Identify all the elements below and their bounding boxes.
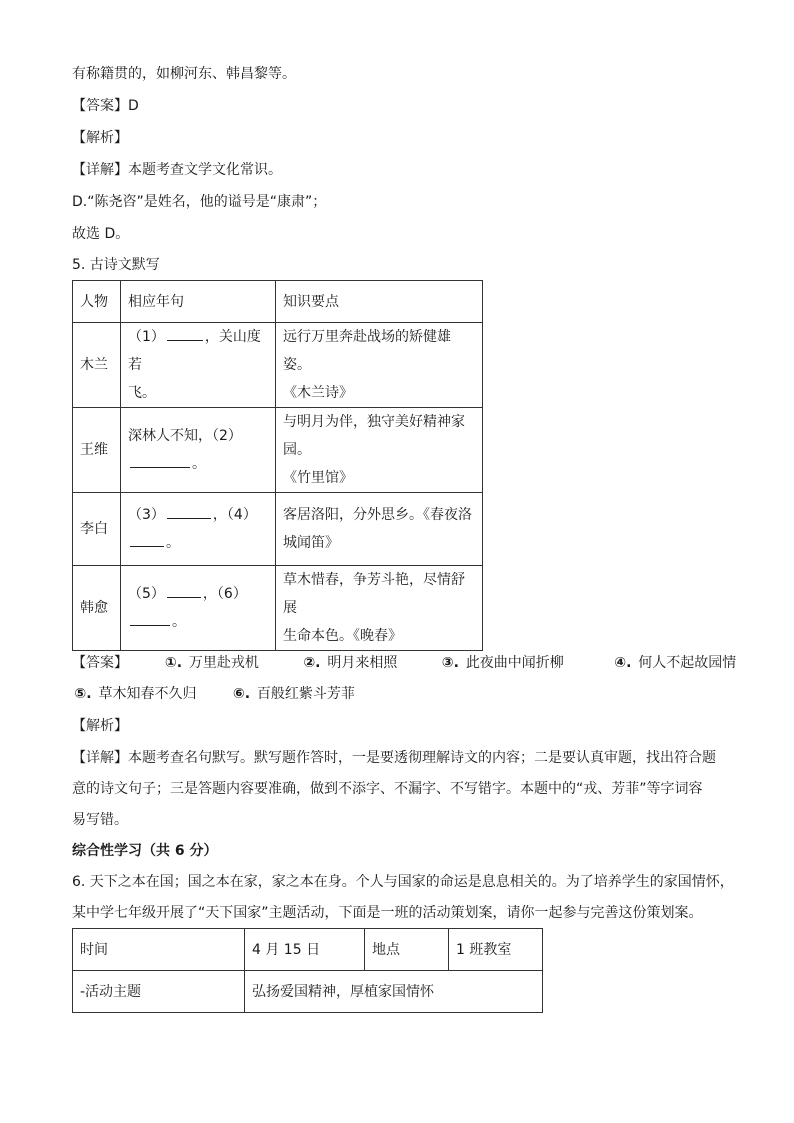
table-header-row (73, 281, 483, 323)
intro-tail-text: 有称籍贯的，如柳河东、韩昌黎等。 (72, 66, 296, 82)
note-cell: 远行万里奔赴战场的矫健雄姿。 《木兰诗》 (276, 323, 483, 408)
section-title: 综合性学习（共 6 分） (72, 843, 218, 859)
header-person: 人物 (73, 281, 121, 323)
detail-tag: 【详解】 (72, 750, 128, 766)
answer-item: ⑥. 百般红紫斗芳菲 (232, 686, 355, 702)
header-note: 知识要点 (276, 281, 483, 323)
q5-analysis-tag: 【解析】 (72, 718, 128, 734)
note-cell: 客居洛阳，分外思乡。《春夜洛 城闻笛》 (276, 493, 483, 566)
q5-answer-row-2 (72, 684, 355, 704)
verse-cell: （3） ，（4） 。 (121, 493, 276, 566)
time-value: 4 月 15 日 (245, 929, 365, 971)
note-cell: 草木惜春，争芳斗艳，尽情舒展 生命本色。《晚春》 (276, 566, 483, 651)
answer-blank-2[interactable] (130, 453, 190, 468)
verse-cell: （1） ，关山度若 飞。 (121, 323, 276, 408)
note-cell: 与明月为伴，独守美好精神家园。 《竹里馆》 (276, 408, 483, 493)
q4-answer-line (72, 96, 139, 116)
q4-explanation-line-1: D.“陈尧咨”是姓名，他的谥号是“康肃”； (72, 194, 327, 210)
verse-cell: （5） ，（6） 。 (121, 566, 276, 651)
answer-blank-1[interactable] (167, 326, 203, 341)
q4-detail-line (72, 160, 282, 180)
answer-blank-6[interactable] (130, 611, 170, 626)
table-row (73, 408, 483, 493)
detail-tag: 【详解】 (72, 162, 128, 178)
table-row (73, 971, 543, 1013)
q5-detail-line-2: 意的诗文句子；三是答题内容要准确，做到不添字、不漏字、不写错字。本题中的“戎、芳菲”等字词容 (72, 781, 703, 797)
time-label: 时间 (73, 929, 245, 971)
place-label: 地点 (365, 929, 449, 971)
theme-value: 弘扬爱国精神，厚植家国情怀 (245, 971, 543, 1013)
poetry-dictation-table (72, 280, 483, 651)
answer-blank-4[interactable] (130, 532, 164, 547)
q6-line-1: 6. 天下之本在国；国之本在家，家之本在身。个人与国家的命运是息息相关的。为了培养学生的家国情怀， (72, 874, 734, 890)
q5-title: 5. 古诗文默写 (72, 257, 160, 273)
person-cell: 李白 (73, 493, 121, 566)
person-cell: 木兰 (73, 323, 121, 408)
answer-item: ③. 此夜曲中闻折柳 (441, 655, 564, 671)
activity-plan-table (72, 928, 543, 1013)
answer-item: ①. 万里赴戎机 (164, 655, 259, 671)
answer-tag: 【答案】 (72, 655, 128, 671)
q4-analysis-tag: 【解析】 (72, 130, 128, 146)
q5-detail-line-3: 易写错。 (72, 812, 128, 828)
q5-answer-row-1 (72, 653, 736, 673)
verse-cell: 深林人不知，（2） 。 (121, 408, 276, 493)
person-cell: 王维 (73, 408, 121, 493)
q4-detail-text: 本题考查文学文化常识。 (128, 162, 282, 178)
table-row (73, 493, 483, 566)
person-cell: 韩愈 (73, 566, 121, 651)
answer-item: ④. 何人不起故园情 (614, 655, 737, 671)
q4-answer-value: D (128, 98, 139, 114)
answer-item: ②. 明月来相照 (303, 655, 398, 671)
table-row (73, 929, 543, 971)
answer-blank-5[interactable] (167, 583, 201, 598)
table-row (73, 566, 483, 651)
place-value: 1 班教室 (449, 929, 543, 971)
answer-item: ⑤. 草木知春不久归 (74, 686, 197, 702)
table-row (73, 323, 483, 408)
q6-line-2: 某中学七年级开展了“天下国家”主题活动，下面是一班的活动策划案，请你一起参与完善这份策划案。 (72, 905, 703, 921)
q4-explanation-line-2: 故选 D。 (72, 226, 130, 242)
theme-label: -活动主题 (73, 971, 245, 1013)
q5-detail-line-1: 【详解】本题考查名句默写。默写题作答时，一是要透彻理解诗文的内容；二是要认真审题，找出符合题 (72, 750, 716, 766)
answer-blank-3[interactable] (167, 504, 211, 519)
answer-tag: 【答案】 (72, 98, 128, 114)
header-verse: 相应年句 (121, 281, 276, 323)
